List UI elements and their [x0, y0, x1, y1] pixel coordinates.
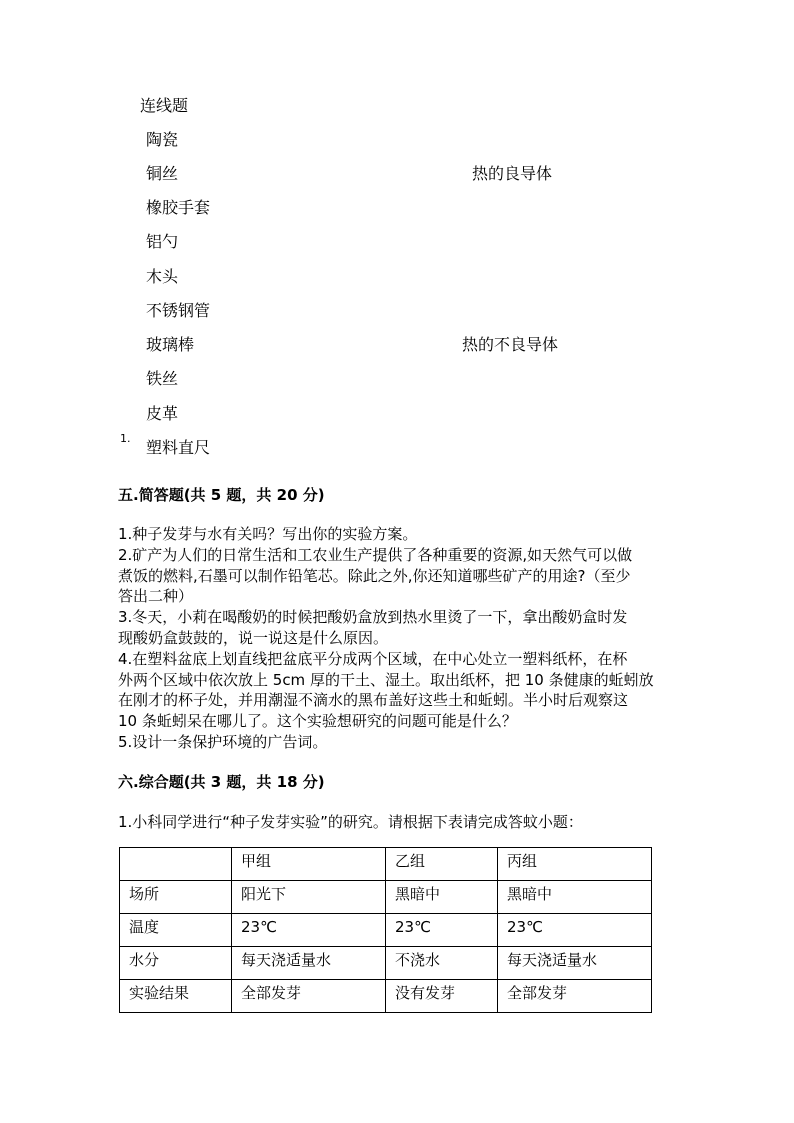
short-answer-questions [118, 524, 678, 753]
table-header-row [120, 848, 652, 881]
matching-item: 橡胶手套 [146, 198, 211, 217]
matching-item: 铁丝 [146, 369, 179, 388]
table-cell: 场所 [120, 881, 232, 914]
table-cell: 全部发芽 [232, 980, 386, 1013]
table-cell: 23℃ [498, 914, 652, 947]
matching-item: 陶瓷 [146, 130, 179, 149]
section-title: 六.综合题(共 3 题，共 18 分) [118, 773, 325, 791]
table-cell: 不浇水 [386, 947, 498, 980]
table-row [120, 980, 652, 1013]
experiment-table [119, 847, 652, 1013]
table-cell: 每天浇适量水 [498, 947, 652, 980]
table-cell: 黑暗中 [386, 881, 498, 914]
question-line: 外两个区域中依次放上 5cm 厚的干土、湿土。取出纸杯，把 10 条健康的蚯蚓放 [118, 670, 654, 689]
matching-item: 铝勺 [146, 232, 179, 251]
question-line: 4.在塑料盆底上划直线把盆底平分成两个区域，在中心处立一塑料纸杯，在杯 [118, 649, 628, 668]
matching-item: 铜丝 [146, 164, 179, 183]
question-line: 现酸奶盒鼓鼓的，说一说这是什么原因。 [118, 628, 389, 647]
question-line: 3.冬天，小莉在喝酸奶的时候把酸奶盒放到热水里烫了一下，拿出酸奶盒时发 [118, 608, 628, 627]
question-line: 答出二种） [118, 587, 194, 606]
table-cell: 黑暗中 [498, 881, 652, 914]
table-row [120, 947, 652, 980]
question-line: 在刚才的杯子处，并用潮湿不滴水的黑布盖好这些土和蚯蚓。半小时后观察这 [118, 691, 629, 710]
table-cell: 实验结果 [120, 980, 232, 1013]
table-cell [120, 848, 232, 881]
table-cell: 丙组 [498, 848, 652, 881]
section-title: 五.简答题(共 5 题，共 20 分) [118, 486, 325, 504]
table-cell: 全部发芽 [498, 980, 652, 1013]
question-line: 5.设计一条保护环境的广告词。 [118, 732, 328, 751]
table-row [120, 881, 652, 914]
table-cell: 温度 [120, 914, 232, 947]
matching-item: 塑料直尺 [146, 438, 211, 457]
matching-item: 皮革 [146, 404, 179, 423]
question-line: 2.矿产为人们的日常生活和工农业生产提供了各种重要的资源,如天然气可以做 [118, 545, 633, 564]
table-cell: 每天浇适量水 [232, 947, 386, 980]
table-cell: 没有发芽 [386, 980, 498, 1013]
question-line: 10 条蚯蚓呆在哪儿了。这个实验想研究的问题可能是什么？ [118, 712, 517, 731]
question-line: 煮饭的燃料,石墨可以制作铅笔芯。除此之外,你还知道哪些矿产的用途?（至少 [118, 566, 631, 585]
matching-target-good-conductor: 热的良导体 [472, 164, 553, 183]
matching-item: 木头 [146, 267, 179, 286]
matching-heading: 连线题 [140, 96, 189, 115]
question-intro: 1.小科同学进行“种子发芽实验”的研究。请根据下表请完成答蚊小题： [118, 813, 583, 831]
matching-item: 玻璃棒 [146, 335, 195, 354]
matching-item: 不锈钢管 [146, 301, 211, 320]
table-cell: 水分 [120, 947, 232, 980]
table-cell: 甲组 [232, 848, 386, 881]
table-cell: 阳光下 [232, 881, 386, 914]
table-cell: 23℃ [232, 914, 386, 947]
table-row [120, 914, 652, 947]
table-cell: 乙组 [386, 848, 498, 881]
question-line: 1.种子发芽与水有关吗？写出你的实验方案。 [118, 525, 418, 543]
table-cell: 23℃ [386, 914, 498, 947]
matching-target-poor-conductor: 热的不良导体 [462, 335, 559, 354]
question-number: 1. [120, 432, 131, 445]
